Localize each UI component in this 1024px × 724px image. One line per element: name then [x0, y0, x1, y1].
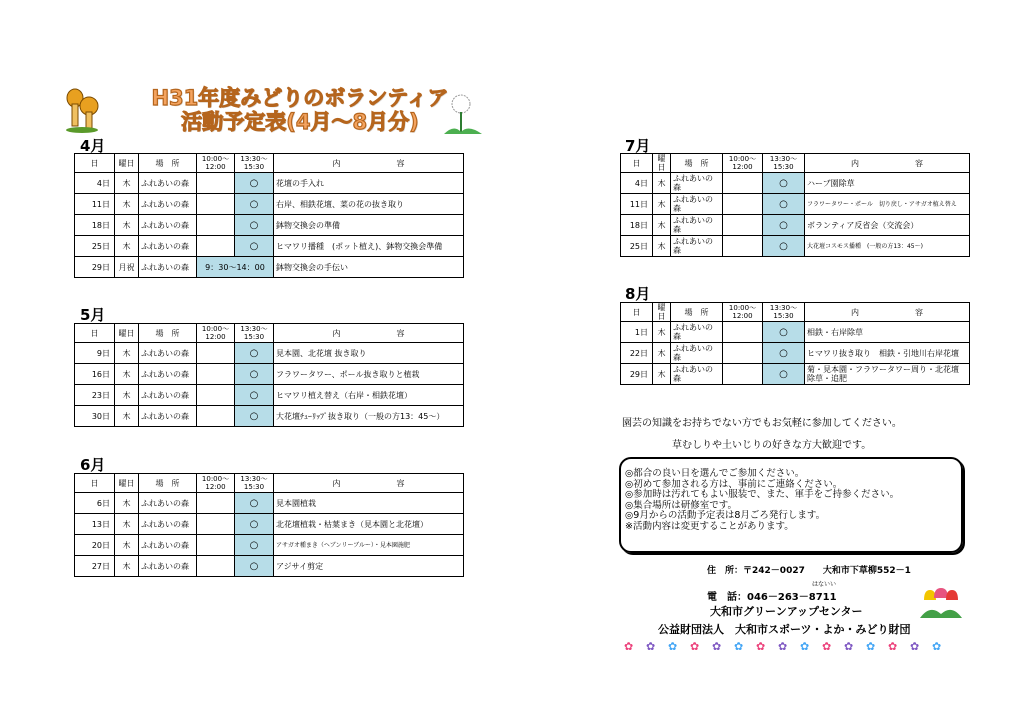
row-place: ふれあいの森 [671, 322, 723, 343]
table-row [75, 173, 464, 194]
row-pm: ○ [235, 194, 274, 215]
row-content: 大花壇コスモス播種 (一般の方13：45～) [805, 236, 970, 257]
flower-icon: ✿ [932, 640, 942, 653]
table-row [75, 493, 464, 514]
row-pm: ○ [235, 514, 274, 535]
flower-icon: ✿ [734, 640, 744, 653]
header-am: 10:00～ 12:00 [723, 303, 763, 322]
info-line: ※活動内容は変更することがあります。 [625, 520, 794, 532]
row-am [197, 385, 235, 406]
flower-icon: ✿ [712, 640, 722, 653]
row-dow: 月祝 [115, 257, 139, 278]
row-place: ふれあいの森 [139, 257, 197, 278]
row-place: ふれあいの森 [671, 173, 723, 194]
flower-icon: ✿ [866, 640, 876, 653]
address-value: 〒242－0027 大和市下草柳552－1 [743, 566, 911, 576]
month-label-july: 7月 [625, 137, 651, 155]
row-place: ふれあいの森 [139, 535, 197, 556]
row-place: ふれあいの森 [671, 194, 723, 215]
row-dow: 木 [115, 236, 139, 257]
row-pm: ○ [235, 535, 274, 556]
flower-icon: ✿ [690, 640, 700, 653]
row-content: ヒマワリ植え替え（右岸・相鉄花壇） [274, 385, 464, 406]
phone [707, 588, 837, 603]
row-am [723, 194, 763, 215]
header-pm: 13:30～ 15:30 [235, 324, 274, 343]
row-content: 相鉄・右岸除草 [805, 322, 970, 343]
row-pm: ○ [235, 493, 274, 514]
row-am [197, 215, 235, 236]
row-am [197, 535, 235, 556]
row-content: 花壇の手入れ [274, 173, 464, 194]
header-place: 場 所 [139, 324, 197, 343]
header-dow: 曜日 [653, 154, 671, 173]
header-place: 場 所 [671, 154, 723, 173]
row-dow: 木 [115, 215, 139, 236]
row-am [197, 173, 235, 194]
row-day: 30日 [75, 406, 115, 427]
row-dow: 木 [115, 406, 139, 427]
row-am [197, 406, 235, 427]
row-pm: ○ [763, 364, 805, 385]
note-line-1: 園芸の知識をお持ちでない方でもお気軽に参加してください。 [622, 418, 902, 429]
title-line-1: H31年度みどりのボランティア [151, 86, 449, 110]
row-pm: ○ [235, 236, 274, 257]
header-content: 内 容 [274, 324, 464, 343]
row-pm: ○ [763, 173, 805, 194]
row-content: ヒマワリ播種 (ポット植え)、鉢物交換会準備 [274, 236, 464, 257]
header-am: 10:00～ 12:00 [197, 474, 235, 493]
header-pm: 13:30～ 15:30 [235, 474, 274, 493]
row-dow: 木 [653, 194, 671, 215]
info-line: ◎9月からの活動予定表は8月ごろ発行します。 [625, 510, 826, 521]
row-dow: 木 [653, 364, 671, 385]
flower-icon: ✿ [800, 640, 810, 653]
header-content: 内 容 [274, 474, 464, 493]
info-line: ◎参加時は汚れてもよい服装で、また、軍手をご持参ください。 [625, 489, 900, 500]
row-content: フラワータワー、ポール抜き取りと植栽 [274, 364, 464, 385]
row-content: フラワータワー・ポール 切り戻し・アサガオ植え替え [805, 194, 970, 215]
row-day: 23日 [75, 385, 115, 406]
header-content: 内 容 [805, 303, 970, 322]
july-schedule-table [620, 153, 970, 257]
header-day: 日 [75, 154, 115, 173]
row-dow: 木 [115, 514, 139, 535]
row-place: ふれあいの森 [671, 364, 723, 385]
row-content: ヒマワリ抜き取り 相鉄・引地川右岸花壇 [805, 343, 970, 364]
table-row [621, 173, 970, 194]
row-day: 25日 [621, 236, 653, 257]
row-pm: ○ [235, 215, 274, 236]
flower-icon: ✿ [910, 640, 920, 653]
flower-icon: ✿ [888, 640, 898, 653]
row-content: 見本園、北花壇 抜き取り [274, 343, 464, 364]
row-dow: 木 [115, 556, 139, 577]
august-schedule-table [620, 302, 970, 385]
row-dow: 木 [653, 173, 671, 194]
row-dow: 木 [115, 385, 139, 406]
row-am [723, 173, 763, 194]
row-dow: 木 [653, 236, 671, 257]
row-dow: 木 [115, 535, 139, 556]
row-content: 鉢物交換会の準備 [274, 215, 464, 236]
row-place: ふれあいの森 [139, 514, 197, 535]
month-label-june: 6月 [80, 456, 106, 474]
mushroom-icon [64, 86, 100, 136]
row-day: 18日 [75, 215, 115, 236]
month-label-may: 5月 [80, 306, 106, 324]
row-content: 右岸、相鉄花壇、菜の花の抜き取り [274, 194, 464, 215]
flower-icon: ✿ [778, 640, 788, 653]
row-pm: ○ [235, 385, 274, 406]
table-row [621, 236, 970, 257]
org-name: 公益財団法人 大和市スポーツ・よか・みどり財団 [658, 623, 911, 636]
table-row [75, 385, 464, 406]
row-day: 1日 [621, 322, 653, 343]
table-row [621, 194, 970, 215]
table-row [621, 215, 970, 236]
header-place: 場 所 [139, 474, 197, 493]
row-day: 27日 [75, 556, 115, 577]
row-pm: ○ [235, 406, 274, 427]
row-day: 13日 [75, 514, 115, 535]
month-label-august: 8月 [625, 285, 651, 303]
row-pm: ○ [235, 556, 274, 577]
center-name: 大和市グリーンアップセンター [710, 605, 863, 618]
table-row [75, 343, 464, 364]
row-day: 22日 [621, 343, 653, 364]
row-time-span: 9：30～14：00 [197, 257, 274, 278]
row-day: 4日 [75, 173, 115, 194]
row-place: ふれあいの森 [139, 343, 197, 364]
row-pm: ○ [235, 343, 274, 364]
header-content: 内 容 [805, 154, 970, 173]
table-row [621, 343, 970, 364]
row-content: ハーブ園除草 [805, 173, 970, 194]
row-day: 11日 [75, 194, 115, 215]
row-am [197, 364, 235, 385]
row-day: 11日 [621, 194, 653, 215]
row-day: 6日 [75, 493, 115, 514]
table-row [75, 257, 464, 278]
row-am [197, 194, 235, 215]
table-row [75, 236, 464, 257]
row-am [197, 236, 235, 257]
header-dow: 曜日 [115, 474, 139, 493]
flower-icon: ✿ [624, 640, 634, 653]
row-day: 16日 [75, 364, 115, 385]
header-place: 場 所 [671, 303, 723, 322]
row-place: ふれあいの森 [671, 343, 723, 364]
header-dow: 曜日 [115, 154, 139, 173]
header-pm: 13:30～ 15:30 [763, 303, 805, 322]
row-place: ふれあいの森 [139, 385, 197, 406]
row-content: 鉢物交換会の手伝い [274, 257, 464, 278]
table-row [75, 556, 464, 577]
row-dow: 木 [115, 343, 139, 364]
row-pm: ○ [235, 173, 274, 194]
row-place: ふれあいの森 [139, 556, 197, 577]
dandelion-icon [440, 90, 486, 138]
phone-value: 046－263－8711 [747, 592, 837, 603]
row-place: ふれあいの森 [139, 406, 197, 427]
row-am [197, 493, 235, 514]
row-pm: ○ [763, 322, 805, 343]
table-header-row [621, 154, 970, 173]
table-row [75, 535, 464, 556]
header-pm: 13:30～ 15:30 [235, 154, 274, 173]
row-am [723, 236, 763, 257]
row-place: ふれあいの森 [139, 173, 197, 194]
phone-label: 電 話： [707, 592, 747, 603]
info-line: ◎都合の良い日を選んでご参加ください。 [625, 468, 805, 479]
table-row [621, 364, 970, 385]
row-content: 見本園植栽 [274, 493, 464, 514]
header-content: 内 容 [274, 154, 464, 173]
row-place: ふれあいの森 [139, 236, 197, 257]
ruby-text: はないい [812, 581, 837, 588]
header-place: 場 所 [139, 154, 197, 173]
flower-icon: ✿ [756, 640, 766, 653]
row-dow: 木 [115, 173, 139, 194]
title-line-2: 活動予定表(4月～8月分) [181, 110, 419, 134]
row-am [197, 514, 235, 535]
row-dow: 木 [115, 194, 139, 215]
row-am [723, 215, 763, 236]
flower-icon: ✿ [822, 640, 832, 653]
row-day: 18日 [621, 215, 653, 236]
row-content: アサガオ種まき（ヘブンリーブルー）・見本園施肥 [274, 535, 464, 556]
note-line-2: 草むしりや土いじりの好きな方大歓迎です。 [672, 440, 872, 451]
table-row [75, 514, 464, 535]
row-day: 4日 [621, 173, 653, 194]
table-header-row [621, 303, 970, 322]
page-title [140, 86, 460, 134]
row-content: 大花壇ﾁｭｰﾘｯﾌﾟ抜き取り（一般の方13：45～） [274, 406, 464, 427]
row-pm: ○ [235, 364, 274, 385]
row-am [723, 322, 763, 343]
row-dow: 木 [653, 343, 671, 364]
flower-icon: ✿ [844, 640, 854, 653]
table-row [75, 406, 464, 427]
row-am [723, 343, 763, 364]
header-am: 10:00～ 12:00 [723, 154, 763, 173]
row-dow: 木 [115, 493, 139, 514]
row-pm: ○ [763, 236, 805, 257]
address [707, 563, 911, 576]
row-am [723, 364, 763, 385]
table-header-row [75, 474, 464, 493]
table-row [75, 215, 464, 236]
flower-icon: ✿ [668, 640, 678, 653]
month-label-april: 4月 [80, 137, 106, 155]
row-pm: ○ [763, 343, 805, 364]
row-dow: 木 [653, 322, 671, 343]
row-pm: ○ [763, 194, 805, 215]
header-dow: 曜日 [115, 324, 139, 343]
table-row [621, 322, 970, 343]
row-day: 25日 [75, 236, 115, 257]
row-place: ふれあいの森 [139, 364, 197, 385]
flower-icon: ✿ [646, 640, 656, 653]
table-row [75, 194, 464, 215]
row-place: ふれあいの森 [139, 215, 197, 236]
table-row [75, 364, 464, 385]
header-day: 日 [621, 154, 653, 173]
row-content: 菊・見本園・フラワータワー周り・北花壇 除草・追肥 [805, 364, 970, 385]
row-am [197, 343, 235, 364]
row-day: 9日 [75, 343, 115, 364]
may-schedule-table [74, 323, 464, 427]
row-am [197, 556, 235, 577]
info-line: ◎初めて参加される方は、事前にご連絡ください。 [625, 478, 843, 490]
row-place: ふれあいの森 [139, 194, 197, 215]
row-day: 20日 [75, 535, 115, 556]
header-day: 日 [621, 303, 653, 322]
header-am: 10:00～ 12:00 [197, 324, 235, 343]
address-label: 住 所： [707, 566, 744, 576]
april-schedule-table [74, 153, 464, 278]
header-pm: 13:30～ 15:30 [763, 154, 805, 173]
header-dow: 曜日 [653, 303, 671, 322]
june-schedule-table [74, 473, 464, 577]
row-dow: 木 [653, 215, 671, 236]
row-day: 29日 [75, 257, 115, 278]
header-day: 日 [75, 474, 115, 493]
tulip-icon [918, 586, 964, 620]
row-content: 北花壇植栽・枯葉まき（見本園と北花壇） [274, 514, 464, 535]
info-line: ◎集合場所は研修室です。 [625, 499, 738, 511]
row-pm: ○ [763, 215, 805, 236]
row-place: ふれあいの森 [671, 236, 723, 257]
header-day: 日 [75, 324, 115, 343]
table-header-row [75, 154, 464, 173]
table-header-row [75, 324, 464, 343]
info-box [619, 457, 963, 553]
header-am: 10:00～ 12:00 [197, 154, 235, 173]
row-day: 29日 [621, 364, 653, 385]
row-content: ボランティア反省会（交流会） [805, 215, 970, 236]
row-place: ふれあいの森 [139, 493, 197, 514]
row-content: アジサイ剪定 [274, 556, 464, 577]
row-place: ふれあいの森 [671, 215, 723, 236]
row-dow: 木 [115, 364, 139, 385]
